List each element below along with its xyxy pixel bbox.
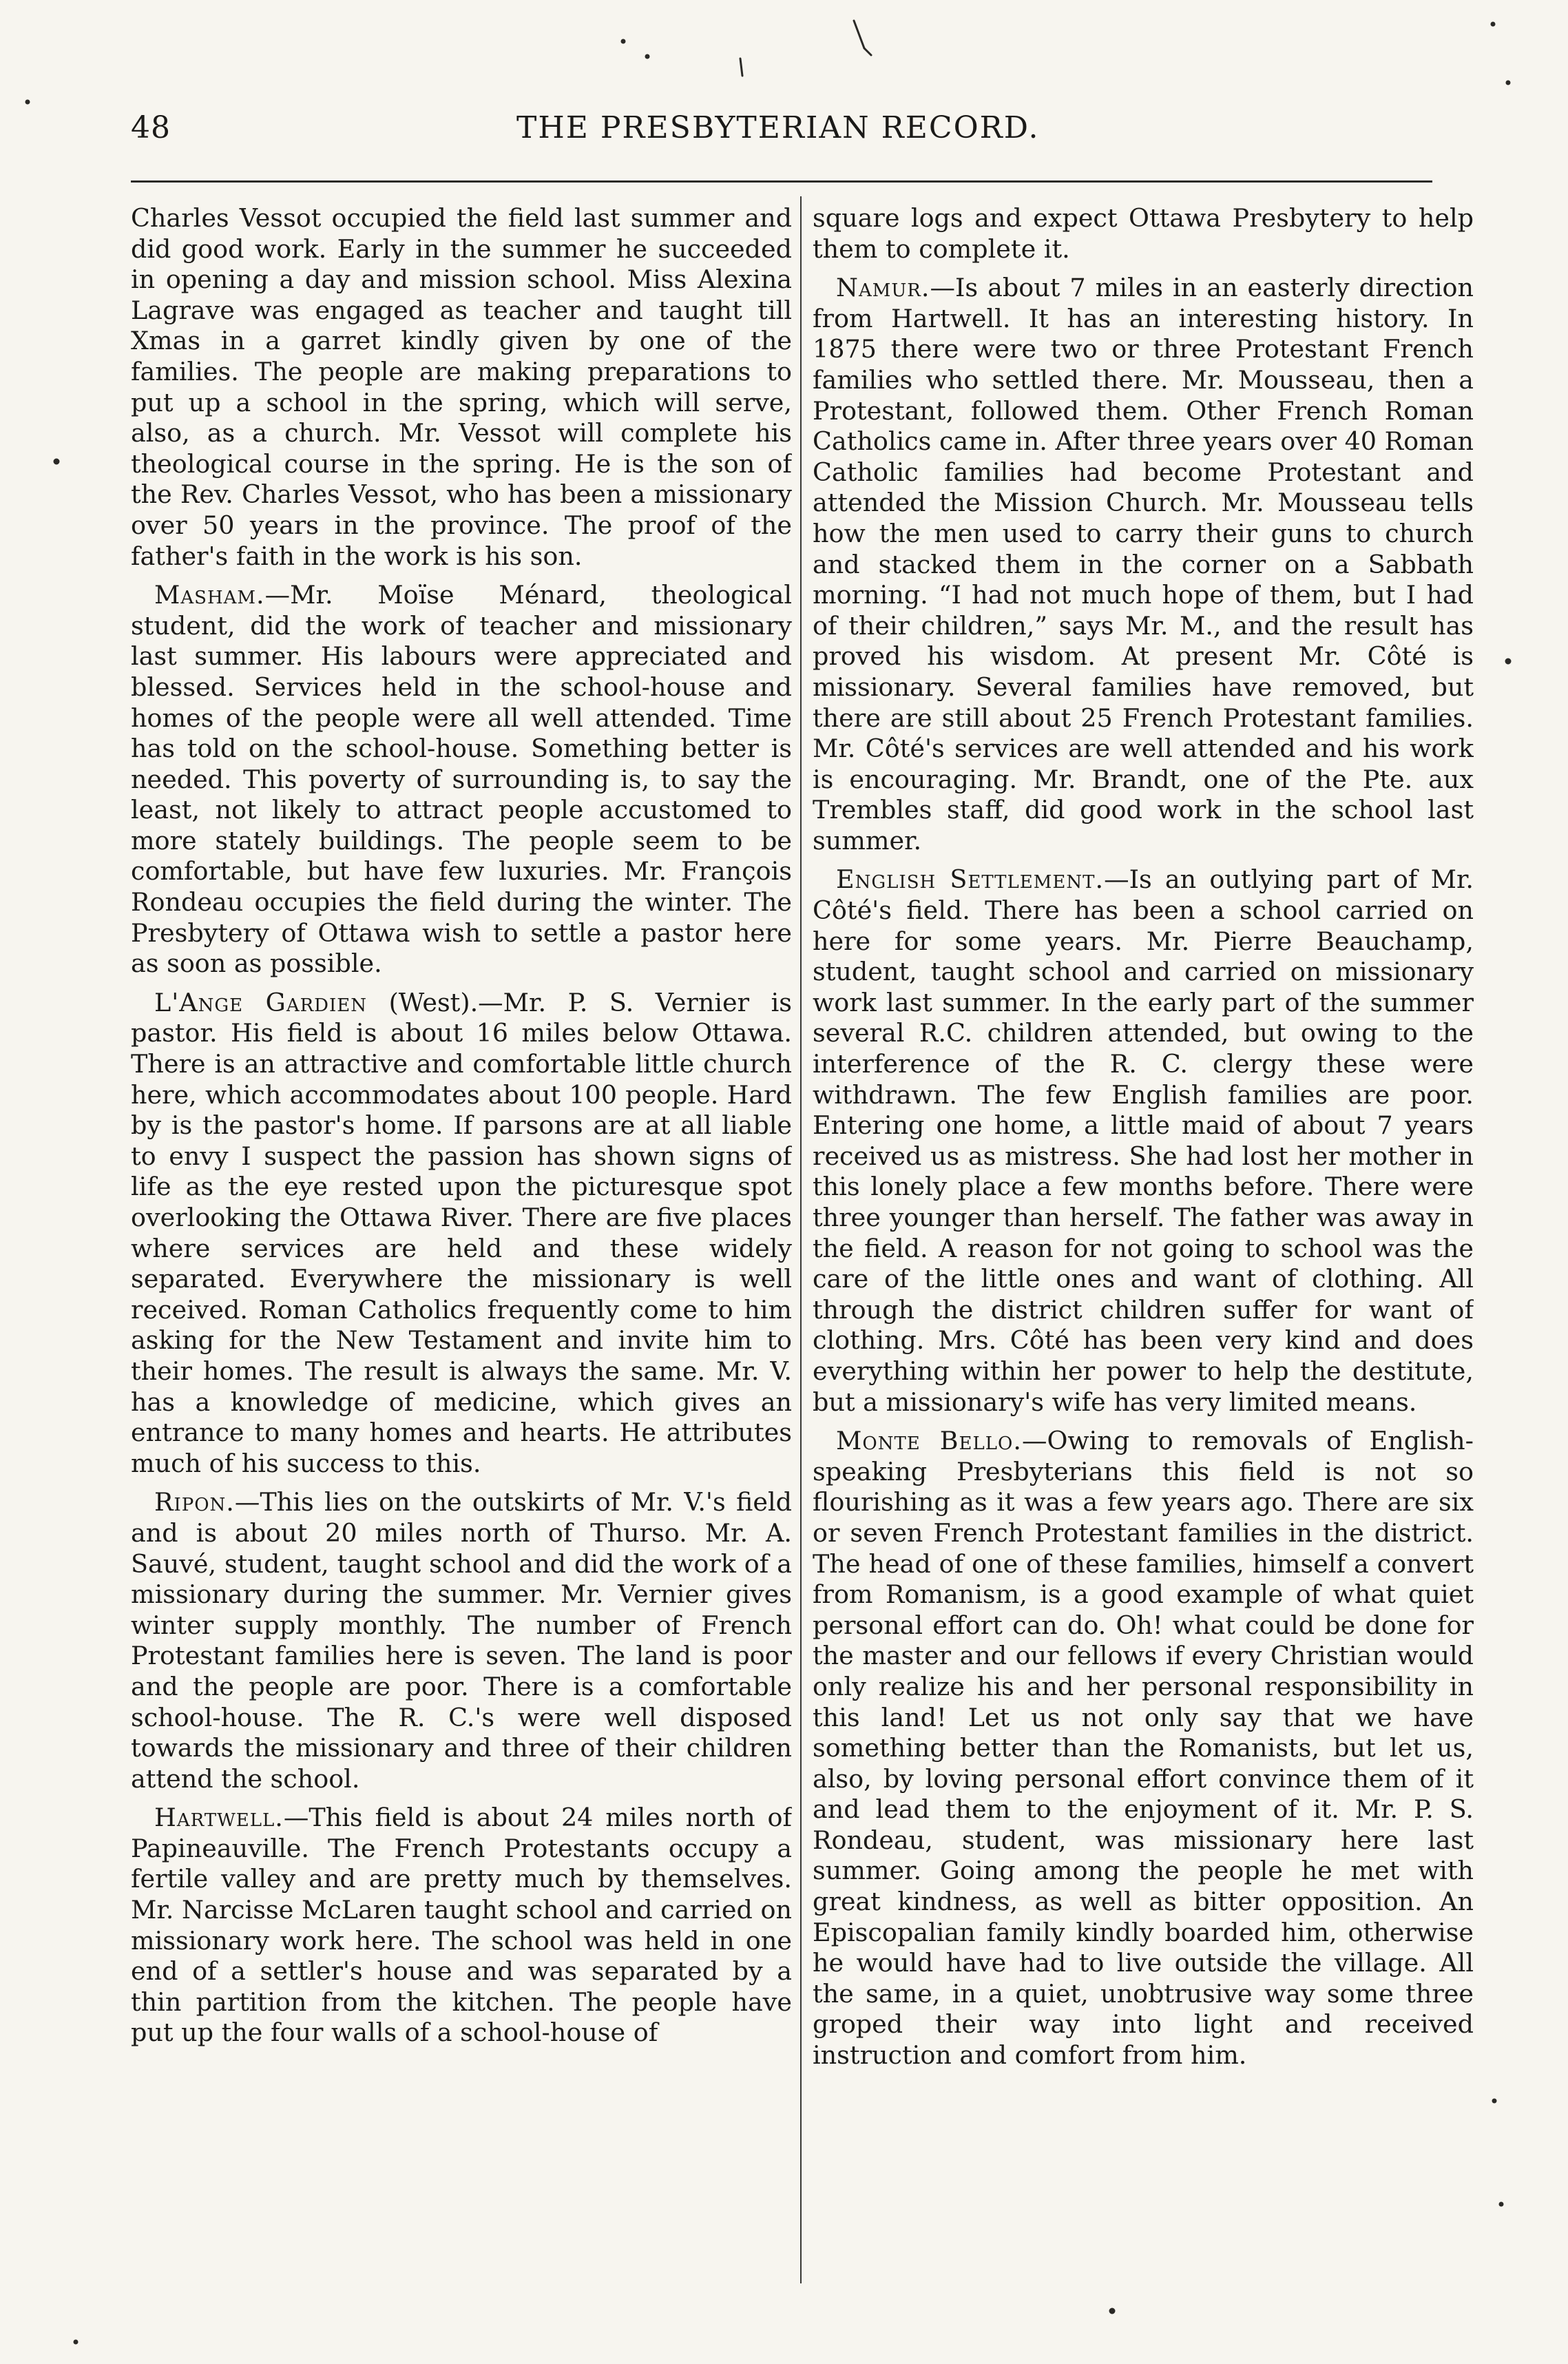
paragraph-text: —Owing to removals of English-speaking Presbyterians this field is not so flourishing as it was a few years ago. There are six or seven French Protestant families in the district. The head of one of these families, himself a convert from Romanism, is a good example of what quiet personal effort can do. Oh! what could be done for the master and our fellows if every Christian would only realize his and her personal responsibility in this land! Let us not only say that we have something better than the Romanists, but let us, also, by loving personal effort convince them of it and lead them to the enjoyment of it. Mr. P. S. Rondeau, student, was missionary here last summer. Going among the people he met with great kindness, as well as bitter opposition. An Episcopalian family kindly boarded him, otherwise he would have had to live outside the village. All the same, in a quiet, unobtrusive way some three groped their way into light and received instruction and comfort from him. — [813, 1426, 1474, 2071]
paragraph-text: —This field is about 24 miles north of Papineauville. The French Protestants occupy a fertile valley and are pretty much by themselves. Mr. Narcisse McLaren taught school and carried on missionary work here. The school was held in one end of a settler's house and was separated by a thin partition from the kitchen. The people have put up the four walls of a school-house of — [131, 1803, 792, 2048]
scan-mark — [26, 101, 29, 103]
paragraph-text: —Is an outlying part of Mr. Côté's field. There has been a school carried on here for some years. Mr. Pierre Beauchamp, student, taught school and carried on missionary work last summer. In the early part of the summer several R.C. children attended, but owing to the interference of the R. C. clergy these were withdrawn. The few English families are poor. Entering one home, a little maid of about 7 years received us as mistress. She had lost her mother in this lonely place a few months before. There were three younger than herself. The father was away in the field. A reason for not going to school was the care of the little ones and want of clothing. All through the district children suffer for want of clothing. Mrs. Côté has been very kind and does everything within her power to help the destitute, but a missionary's wife has very limited means. — [813, 864, 1474, 1417]
scan-mark — [1500, 2203, 1503, 2206]
scan-mark — [1493, 2099, 1496, 2102]
paragraph-ripon — [131, 1487, 792, 1794]
paragraph-namur — [813, 273, 1474, 856]
section-heading-masham: Masham. — [154, 580, 265, 610]
paragraph-masham — [131, 580, 792, 979]
scan-mark — [1507, 81, 1509, 84]
left-column — [131, 203, 792, 2283]
section-heading-english-settlement: English Settlement. — [836, 864, 1105, 895]
section-heading-lange-gardien: L'Ange Gardien — [154, 987, 368, 1017]
scan-mark — [854, 21, 864, 48]
header-rule — [131, 180, 1432, 183]
right-column — [813, 203, 1474, 2283]
scan-mark — [74, 2341, 77, 2343]
paragraph-text: square logs and expect Ottawa Presbytery to help them to complete it. — [813, 203, 1474, 264]
scan-mark — [1492, 23, 1494, 25]
paragraph-monte-bello — [813, 1426, 1474, 2071]
scan-mark — [1110, 2309, 1114, 2313]
running-title: THE PRESBYTERIAN RECORD. — [516, 110, 1040, 145]
paragraph-hartwell — [131, 1803, 792, 2049]
paragraph-vessot — [131, 203, 792, 572]
scan-mark — [646, 55, 649, 58]
paragraph-english-settlement — [813, 864, 1474, 1418]
section-heading-monte-bello: Monte Bello. — [836, 1426, 1022, 1456]
paragraph-text: (West).—Mr. P. S. Vernier is pastor. His field is about 16 miles below Ottawa. There is an attractive and comfortable little church here, which accommodates about 100 people. Hard by is the pastor's home. If parsons are at all liable to envy I suspect the passion has shown signs of life as the eye rested upon the picturesque spot overlooking the Ottawa River. There are five places where services are held and these widely separated. Everywhere the missionary is well received. Roman Catholics frequently come to him asking for the New Testament and invite him to their homes. The result is always the same. Mr. V. has a knowledge of medicine, which gives an entrance to many homes and hearts. He attributes much of his success to this. — [131, 987, 792, 1478]
paragraph-lange-gardien — [131, 988, 792, 1480]
scan-mark — [622, 40, 625, 43]
paragraph-text: —This lies on the outskirts of Mr. V.'s field and is about 20 miles north of Thurso. Mr. A. Sauvé, student, taught school and did the work of a missionary during the summer. Mr. Vernier gives winter supply monthly. The number of French Protestant families here is seven. The land is poor and the people are poor. There is a comfortable school-house. The R. C.'s were well disposed towards the missionary and three of their children attend the school. — [131, 1487, 792, 1794]
paragraph-text: —Is about 7 miles in an easterly direction from Hartwell. It has an interesting history. In 1875 there were two or three Protestant French families who settled there. Mr. Mousseau, then a Protestant, followed them. Other French Roman Catholics came in. After three years over 40 Roman Catholic families had become Protestant and attended the Mission Church. Mr. Mousseau tells how the men used to carry their guns to church and stacked them in the corner on a Sabbath morning. “I had not much hope of them, but I had of their children,” says Mr. M., and the result has proved his wisdom. At present Mr. Côté is missionary. Several families have removed, but there are still about 25 French Protestant families. Mr. Côté's services are well attended and his work is encouraging. Mr. Brandt, one of the Pte. aux Trembles staff, did good work in the school last summer. — [813, 273, 1474, 856]
paragraph-text: Charles Vessot occupied the field last summer and did good work. Early in the summer he succeeded in opening a day and mission school. Miss Alexina Lagrave was engaged as teacher and taught till Xmas in a garret kindly given by one of the families. The people are making preparations to put up a school in the spring, which will serve, also, as a church. Mr. Vessot will complete his theological course in the spring. He is the son of the Rev. Charles Vessot, who has been a missionary over 50 years in the province. The proof of the father's faith in the work is his son. — [131, 203, 792, 571]
section-heading-namur: Namur. — [836, 273, 930, 303]
scan-mark — [54, 459, 59, 464]
section-heading-ripon: Ripon. — [154, 1487, 235, 1517]
scan-mark — [740, 59, 742, 76]
paragraph-text: —Mr. Moïse Ménard, theological student, did the work of teacher and missionary last summer. His labours were appreciated and blessed. Services held in the school-house and homes of the people were all well attended. Time has told on the school-house. Something better is needed. This poverty of surrounding is, to say the least, not likely to attract people accustomed to more stately buildings. The people seem to be comfortable, but have few luxuries. Mr. François Rondeau occupies the field during the winter. The Presbytery of Ottawa wish to settle a pastor here as soon as possible. — [131, 580, 792, 979]
paragraph-continuation — [813, 203, 1474, 265]
scan-mark — [1506, 659, 1510, 663]
page-number: 48 — [131, 110, 171, 145]
section-heading-hartwell: Hartwell. — [154, 1803, 284, 1833]
page-header — [131, 110, 1439, 165]
scan-mark — [864, 48, 871, 55]
column-divider — [800, 196, 802, 2283]
